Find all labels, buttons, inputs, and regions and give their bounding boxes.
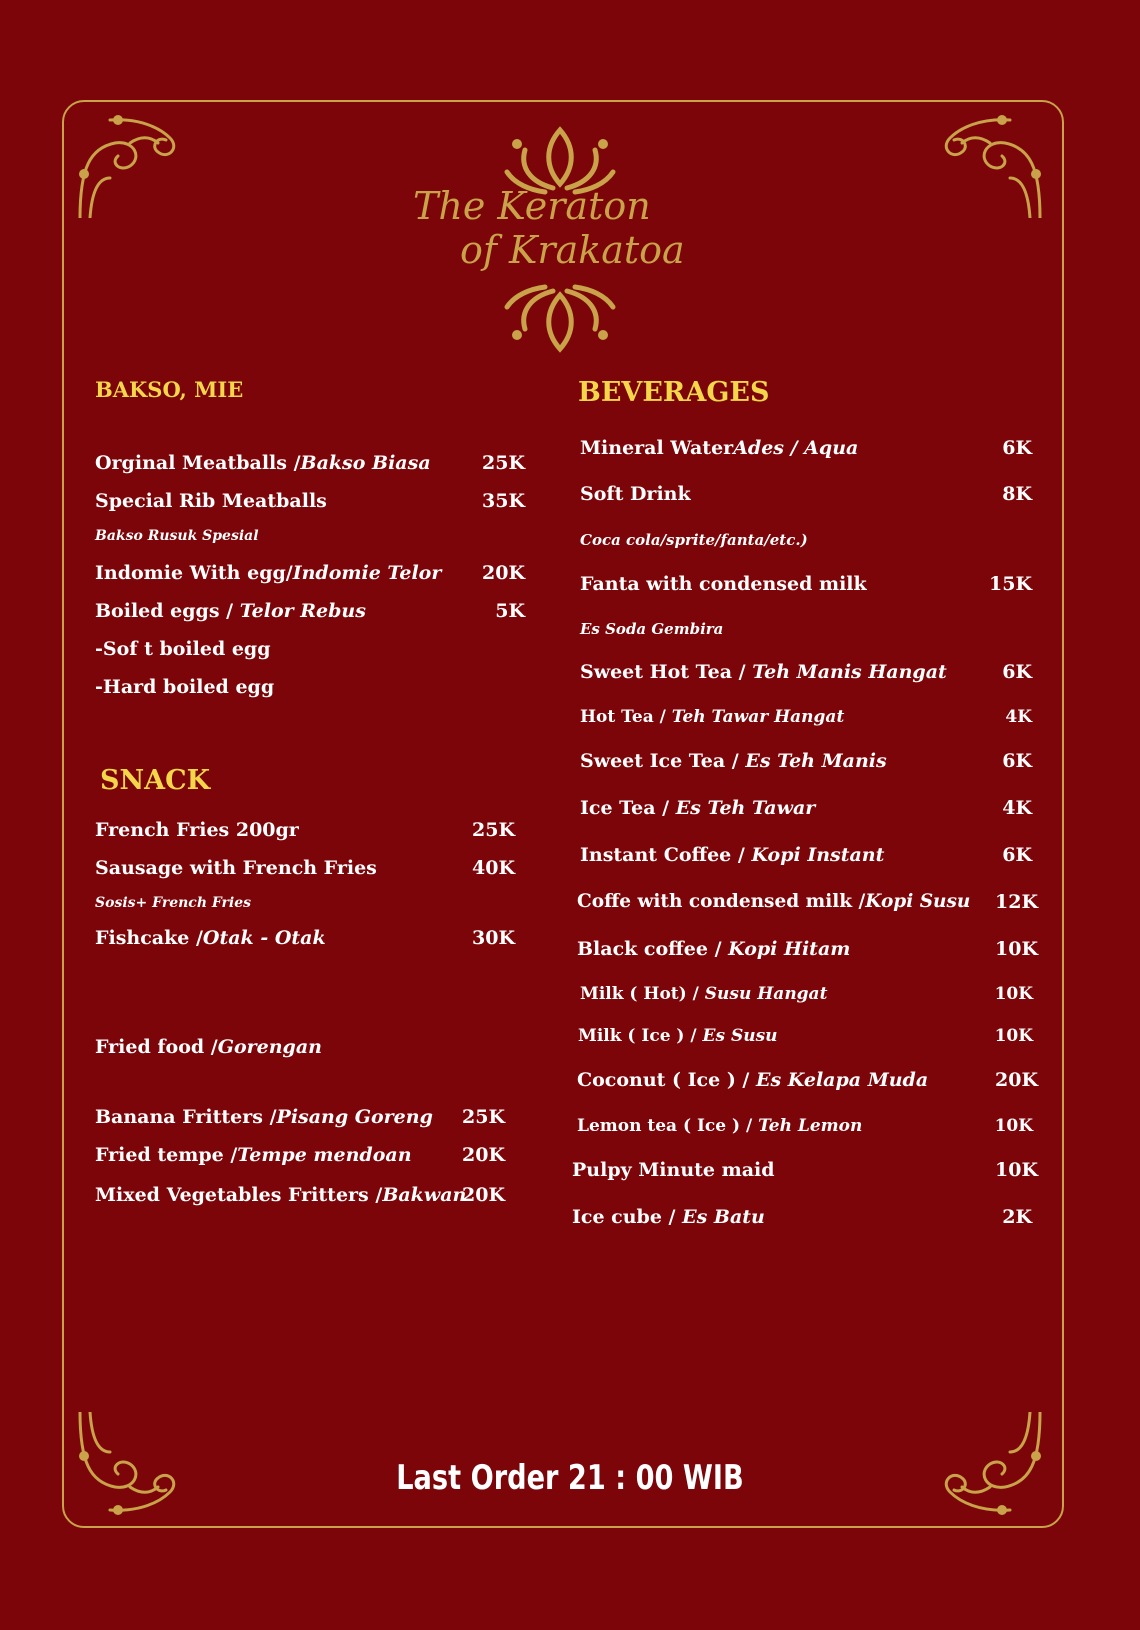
menu-item: Orginal Meatballs /Bakso Biasa <box>95 452 431 474</box>
menu-item: Sausage with French Fries <box>95 857 377 879</box>
menu-item: Black coffee / Kopi Hitam <box>577 938 851 960</box>
menu-item-price: 20K <box>462 1184 505 1206</box>
menu-item-price: 10K <box>995 1159 1038 1181</box>
menu-item-price: 10K <box>994 1116 1033 1136</box>
menu-item-price: 25K <box>462 1106 505 1128</box>
menu-item-price: 30K <box>472 927 515 949</box>
menu-item: Mixed Vegetables Fritters /Bakwan <box>95 1184 467 1206</box>
menu-item: Ice cube / Es Batu <box>572 1206 765 1228</box>
menu-item-subtitle: Coca cola/sprite/fanta/etc.) <box>580 531 808 549</box>
menu-item-price: 20K <box>482 562 525 584</box>
menu-item: Fanta with condensed milk <box>580 573 867 595</box>
menu-item-price: 25K <box>472 819 515 841</box>
menu-item: Mineral WaterAdes / Aqua <box>580 437 859 459</box>
menu-item: Coffe with condensed milk /Kopi Susu <box>577 891 971 912</box>
corner-ornament-top-right <box>910 108 1050 218</box>
menu-item-price: 12K <box>995 891 1038 913</box>
menu-item-price: 6K <box>1002 661 1032 683</box>
last-order-notice: Last Order 21 : 00 WIB <box>396 1458 744 1498</box>
menu-item: Sweet Hot Tea / Teh Manis Hangat <box>580 661 947 683</box>
menu-item: Milk ( Ice ) / Es Susu <box>578 1026 778 1046</box>
menu-item: Ice Tea / Es Teh Tawar <box>580 797 816 819</box>
menu-item-price: 10K <box>994 984 1033 1004</box>
menu-item-subtitle: Bakso Rusuk Spesial <box>95 528 259 544</box>
menu-item: Fishcake /Otak - Otak <box>95 927 326 949</box>
menu-item: Indomie With egg/Indomie Telor <box>95 562 442 584</box>
lotus-bottom-icon <box>495 282 625 357</box>
menu-item-price: 8K <box>1002 483 1032 505</box>
menu-item-price: 5K <box>495 600 525 622</box>
logo-line-1: The Keraton <box>413 184 651 228</box>
menu-item: Lemon tea ( Ice ) / Teh Lemon <box>577 1116 863 1136</box>
menu-item-price: 2K <box>1002 1206 1032 1228</box>
menu-item-subtitle: Sosis+ French Fries <box>95 895 252 911</box>
section-heading-beverages: BEVERAGES <box>578 377 770 408</box>
menu-item: Instant Coffee / Kopi Instant <box>580 844 885 866</box>
menu-item: Coconut ( Ice ) / Es Kelapa Muda <box>577 1069 929 1091</box>
menu-item: Sweet Ice Tea / Es Teh Manis <box>580 750 887 772</box>
section-heading-fried: Fried food /Gorengan <box>95 1036 322 1058</box>
menu-item-price: 40K <box>472 857 515 879</box>
menu-item: Banana Fritters /Pisang Goreng <box>95 1106 433 1128</box>
corner-ornament-top-left <box>70 108 210 218</box>
menu-item-price: 6K <box>1002 844 1032 866</box>
menu-item-subtitle: Es Soda Gembira <box>580 620 724 638</box>
menu-item-price: 20K <box>462 1144 505 1166</box>
menu-item-price: 4K <box>1002 797 1032 819</box>
section-heading-bakso: BAKSO, MIE <box>95 377 244 402</box>
menu-item-price: 15K <box>989 573 1032 595</box>
menu-item: Soft Drink <box>580 483 691 505</box>
menu-item: Milk ( Hot) / Susu Hangat <box>580 984 828 1004</box>
menu-item: French Fries 200gr <box>95 819 299 841</box>
restaurant-logo <box>395 122 725 347</box>
menu-item-price: 20K <box>995 1069 1038 1091</box>
menu-item: Hot Tea / Teh Tawar Hangat <box>580 707 845 727</box>
menu-item: -Hard boiled egg <box>95 676 275 698</box>
menu-item-price: 6K <box>1002 750 1032 772</box>
menu-item-price: 4K <box>1005 707 1032 727</box>
menu-item: Special Rib Meatballs <box>95 490 327 512</box>
menu-item-price: 10K <box>995 938 1038 960</box>
section-heading-snack: SNACK <box>100 765 211 796</box>
menu-item-price: 35K <box>482 490 525 512</box>
menu-item-price: 10K <box>994 1026 1033 1046</box>
logo-line-2: of Krakatoa <box>460 228 685 272</box>
menu-item-price: 25K <box>482 452 525 474</box>
menu-item: -Sof t boiled egg <box>95 638 271 660</box>
menu-item: Boiled eggs / Telor Rebus <box>95 600 366 622</box>
menu-item: Pulpy Minute maid <box>572 1159 775 1181</box>
menu-item: Fried tempe /Tempe mendoan <box>95 1144 412 1166</box>
menu-item-price: 6K <box>1002 437 1032 459</box>
